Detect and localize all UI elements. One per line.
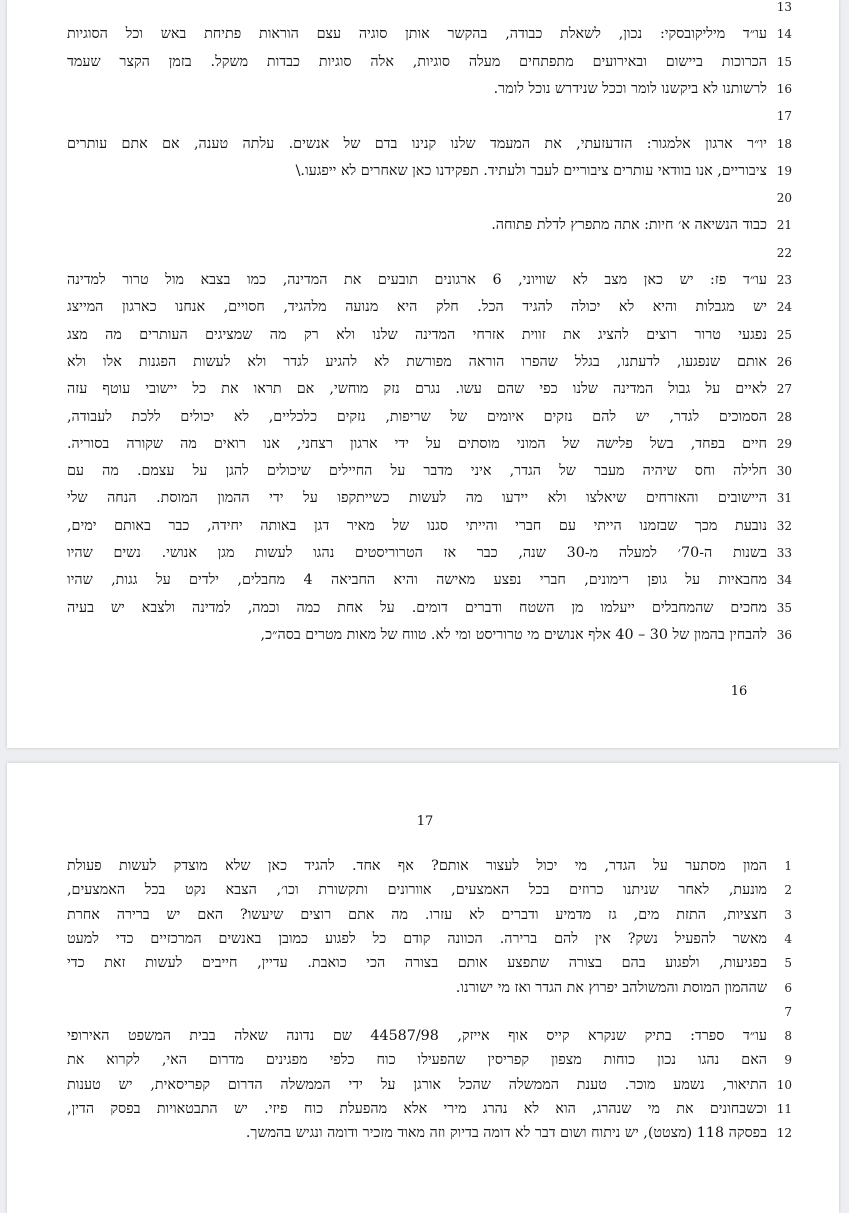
text-line: האם נהגו נכון כוחות מצפון קפריסין שהפעילו כוח כלפי מפגינים מדרום האי, לקרוא את <box>67 1052 767 1069</box>
line-number: 10 <box>776 1077 792 1092</box>
text-line: חלילה וחס שיהיה מעבר של הגדר, איני מדבר על החיילים שיכולים להגן על עצמם. מה עם <box>67 463 767 480</box>
text-line: בפגיעות, ולפגוע בהם בצורה שתפצע אותם בצורה הכי כואבת. עדיין, חייבים לעשות זאת כדי <box>67 955 767 972</box>
text-line: בשנות ה-70׳ למעלה מ-30 שנה, כבר אז הטרוריסטים נהגו לעשות מגן אנושי. נשים שהיו <box>67 545 767 561</box>
line-number: 28 <box>776 409 792 424</box>
text-line: עו״ד מיליקובסקי: נכון, לשאלת כבודה, בהקשר אותן סוגיה עצם הוראות פתיחת באש וכל הסוגיות <box>67 26 767 43</box>
document-page-17 <box>7 763 839 1213</box>
line-number: 4 <box>784 931 792 946</box>
text-line: יו״ר ארגון אלמגור: הזדעזעתי, את המעמד שלנו קנינו בדם של אנשים. עלתה טענה, אם אתם עותרים <box>67 135 767 152</box>
line-number: 16 <box>776 81 792 96</box>
line-number: 20 <box>776 191 792 206</box>
text-line: שההמון המוסת והמשולהב יפרוץ את הגדר ואז מי ישורנו. <box>455 979 767 996</box>
line-number: 5 <box>784 956 792 971</box>
line-number: 1 <box>784 859 792 873</box>
line-number: 13 <box>776 0 792 14</box>
line-number: 22 <box>776 245 792 260</box>
line-number: 30 <box>776 464 792 479</box>
line-number: 27 <box>776 382 792 397</box>
text-line: מונעת, לאחר שניתנו כרוזים בכל האמצעים, אוורונים ותקשורת וכו׳, הצבא נקט בכל האמצעים, <box>67 882 767 899</box>
text-line: חיים בפחד, בשל פלישה של המוני מוסתים על ידי ארגון רצחני, אנו רואים מה שקורה בסוריה. <box>67 435 767 452</box>
line-number: 23 <box>776 273 792 287</box>
line-number: 9 <box>784 1053 792 1068</box>
line-number: 7 <box>784 1004 792 1019</box>
line-number: 15 <box>776 54 792 69</box>
line-number: 26 <box>776 354 792 369</box>
line-number: 34 <box>776 573 792 588</box>
text-line: נפגעי טרור רוצים להציג את זווית אזרחי המדינה שלנו ולא רק מה שמציגים העותרים מה מצג <box>67 326 767 343</box>
line-number: 31 <box>776 491 792 506</box>
text-line: היישובים והאזרחים שיאלצו ולא יידעו מה לעשות כשייתקפו על ידי ההמון המוסת. הנחה שלי <box>67 490 767 507</box>
line-number: 17 <box>776 109 792 124</box>
line-number: 2 <box>784 883 792 898</box>
page-number: 16 <box>730 684 748 699</box>
line-number: 35 <box>776 600 792 615</box>
line-number: 19 <box>776 163 792 178</box>
text-line: וכשבחונים את מי שנהרג, הוא לא נהרג מירי אלא מהפעלת כוח פיזי. יש התבטאויות בפסק הדין, <box>67 1101 767 1117</box>
text-line: עו״ד ספרד: בתיק שנקרא קייס אוף אייזק, 44587/98 שם נדונה שאלה בבית המשפט האירופי <box>67 1028 767 1045</box>
text-line: מחכים שהמחבלים ייעלמו מן השטח ודברים דומים. על אחת כמה וכמה, למדינה ולצבא יש בעיה <box>67 599 767 616</box>
line-number: 29 <box>776 436 792 451</box>
text-line: יש מגבלות והיא לא יכולה להגיד הכל. חלק היא מנועה מלהגיד, חסויים, אנחנו כארגון המייצג <box>67 299 767 316</box>
line-number: 25 <box>776 327 792 342</box>
text-line: הסמוכים לגדר, יש להם נזקים איומים של שריפות, נזקים כלכליים, לא יכולים ללכת לעבודה, <box>67 408 767 425</box>
line-number: 11 <box>776 1102 792 1116</box>
line-number: 21 <box>776 218 792 233</box>
text-line: עו״ד פז: יש כאן מצב לא שוויוני, 6 ארגונים תובעים את המדינה, כמו בצבא מול טרור למדינה <box>67 272 767 288</box>
page-number: 17 <box>416 814 434 829</box>
line-number: 14 <box>776 27 792 42</box>
line-number: 6 <box>784 980 792 995</box>
text-line: ציבוריים, אנו בוודאי עותרים ציבוריים לעבר ולעתיד. תפקידנו כאן שאחרים לא ייפגעו.\ <box>295 162 767 179</box>
line-number: 32 <box>776 518 792 533</box>
text-line: אותם שנפגעו, לדעתנו, בגלל שהפרו הוראה מפורשת לא להגיע לגדר ולא לעשות הפגנות אלו ולא <box>67 353 767 370</box>
line-number: 24 <box>776 300 792 315</box>
line-number: 18 <box>776 136 792 151</box>
text-line: מאשר להפעיל נשק? אין להם ברירה. הכוונה קודם כל לפגוע כמובן באנשים המרכזיים כדי למעט <box>67 930 767 947</box>
document-page-16 <box>7 0 839 748</box>
text-line: המון מסתער על הגדר, מי יכול לעצור אותם? אף אחד. להגיד כאן שלא מוצדק לעשות פעולת <box>67 858 767 874</box>
text-line: להבחין בהמון של 30 – 40 אלף אנושים מי טרוריסט ומי לא. טווח של מאות מטרים בסה״כ, <box>260 626 767 643</box>
text-line: נובעת מכך שבזמנו הייתי עם חברי והייתי סגנו של מאיר דגן באותה יחידה, כבר באותם ימים, <box>67 517 767 534</box>
text-line: הכרוכות ביישום ובאירועים מתפתחים מעלה סוגיות, אלה סוגיות כבדות משקל. בזמן הקצר שעמד <box>67 53 767 70</box>
line-number: 3 <box>784 907 792 922</box>
line-number: 33 <box>776 546 792 560</box>
text-line: חצציות, התזת מים, גז מדמיע ודברים לא עזרו. מה אתם רוצים שיעשו? האם יש ברירה אחרת <box>67 906 767 923</box>
line-number: 36 <box>776 627 792 642</box>
text-line: כבוד הנשיאה א׳ חיות: אתה מתפרץ לדלת פתוחה. <box>491 217 767 234</box>
line-number: 12 <box>776 1126 792 1141</box>
text-line: בפסקה 118 (מצטט), יש ניתוח ושום דבר לא דומה בדיוק וזה מאוד מזכיר ודומה ונגיש בהמשך. <box>245 1125 767 1142</box>
line-number: 8 <box>784 1029 792 1044</box>
text-line: לאיים על גבול המדינה שלנו כפי שהם עשו. נגרם נזק מוחשי, אם תראו את כל יישובי עוטף עזה <box>67 381 767 398</box>
text-line: התיאור, נשמע מוכר. טענת הממשלה שהכל אורגן על ידי הממשלה הדרום קפריסאית, יש טענות <box>67 1076 767 1093</box>
text-line: מחבאיות על גופן רימונים, חברי נפצע מאישה והיא החביאה 4 מחבלים, ילדים על גגות, שהיו <box>67 572 768 589</box>
text-line: לרשותנו לא ביקשנו לומר וככל שנידרש נוכל לומר. <box>493 80 767 97</box>
